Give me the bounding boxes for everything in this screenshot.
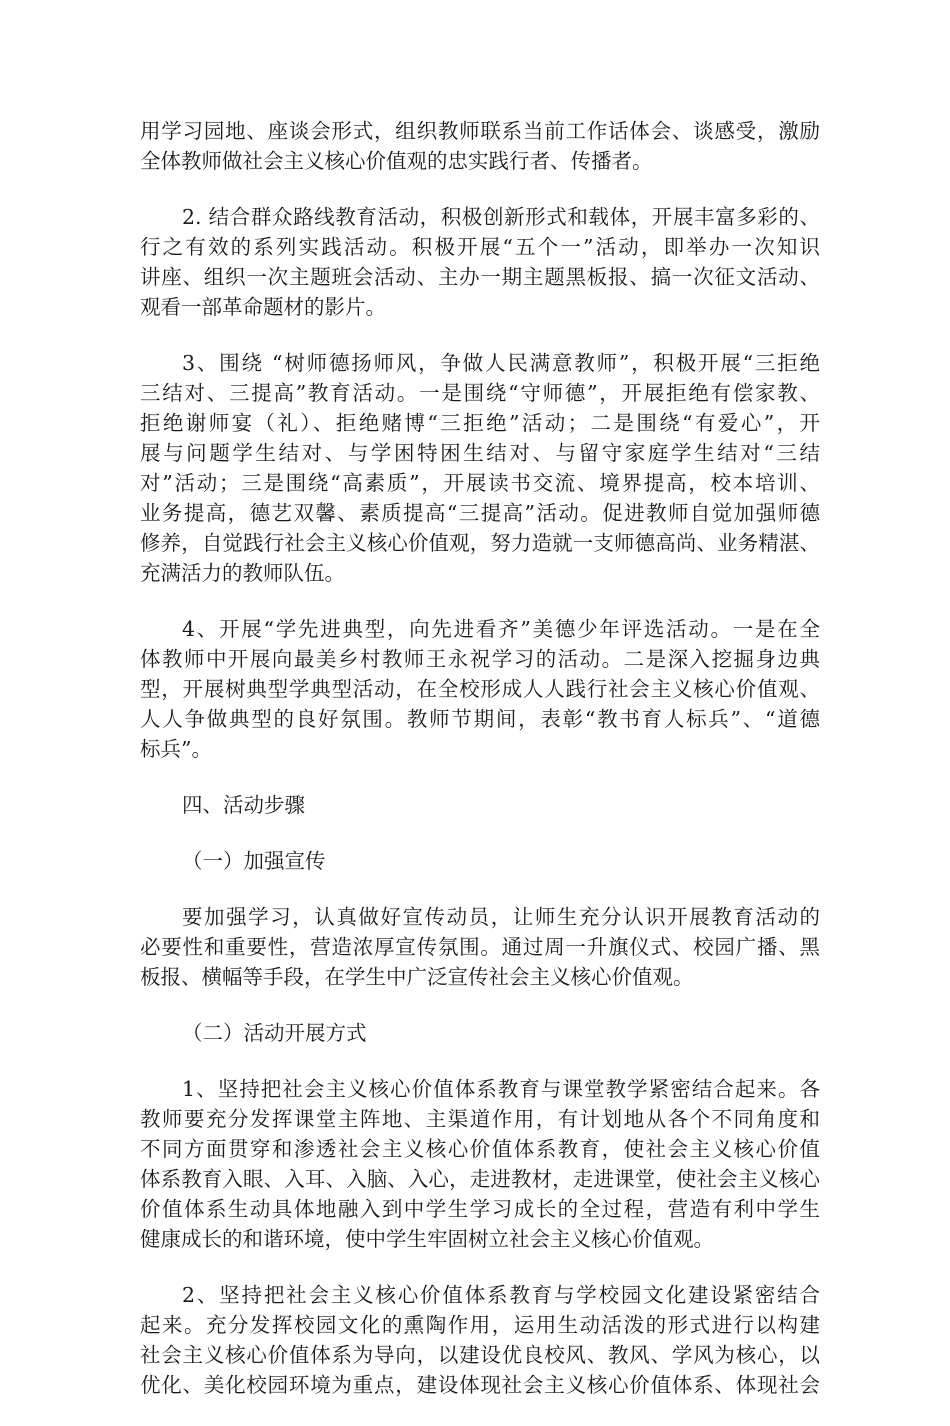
text-line: 人人争做典型的良好氛围。教师节期间，表彰“教书育人标兵”、“道德	[140, 707, 820, 731]
paragraph-item-2	[140, 202, 820, 322]
text-line: 行之有效的系列实践活动。积极开展“五个一”活动，即举办一次知识	[140, 235, 820, 259]
paragraph-method-1	[140, 1074, 820, 1254]
section-heading: 四、活动步骤	[182, 793, 305, 817]
text-line: 必要性和重要性，营造浓厚宣传氛围。通过周一升旗仪式、校园广播、黑	[140, 935, 820, 959]
text-line: 用学习园地、座谈会形式，组织教师联系当前工作话体会、谈感受，激励	[140, 119, 820, 143]
text-line: 4、开展“学先进典型，向先进看齐”美德少年评选活动。一是在全	[182, 617, 820, 641]
text-line: 体教师中开展向最美乡村教师王永祝学习的活动。二是深入挖掘身边典	[140, 647, 820, 671]
text-line: 教师要充分发挥课堂主阵地、主渠道作用，有计划地从各个不同角度和	[140, 1107, 820, 1131]
text-line: 修养，自觉践行社会主义核心价值观，努力造就一支师德高尚、业务精湛、	[140, 531, 820, 555]
text-line: 全体教师做社会主义核心价值观的忠实践行者、传播者。	[140, 149, 653, 173]
text-line: 2、坚持把社会主义核心价值体系教育与学校园文化建设紧密结合	[182, 1283, 820, 1307]
text-line: 对”活动；三是围绕“高素质”，开展读书交流、境界提高，校本培训、	[140, 471, 820, 495]
paragraph-publicity	[140, 902, 820, 992]
paragraph-method-2	[140, 1280, 820, 1400]
text-line: 体系教育入眼、入耳、入脑、入心，走进教材，走进课堂，使社会主义核心	[140, 1167, 820, 1191]
paragraph-continuation	[140, 116, 820, 176]
text-line: 不同方面贯穿和渗透社会主义核心价值体系教育，使社会主义核心价值	[140, 1137, 820, 1161]
text-line: 标兵”。	[140, 737, 212, 761]
text-line: 3、围绕 “树师德扬师风，争做人民满意教师”，积极开展“三拒绝	[182, 351, 820, 375]
text-line: 讲座、组织一次主题班会活动、主办一期主题黑板报、搞一次征文活动、	[140, 265, 820, 289]
text-line: 业务提高，德艺双馨、素质提高“三提高”活动。促进教师自觉加强师德	[140, 501, 820, 525]
text-line: 观看一部革命题材的影片。	[140, 295, 386, 319]
text-line: 型，开展树典型学典型活动，在全校形成人人践行社会主义核心价值观、	[140, 677, 820, 701]
text-line: 板报、横幅等手段，在学生中广泛宣传社会主义核心价值观。	[140, 965, 694, 989]
text-line: 拒绝谢师宴（礼）、拒绝赌博“三拒绝”活动；二是围绕“有爱心”，开	[140, 411, 820, 435]
text-line: 要加强学习，认真做好宣传动员，让师生充分认识开展教育活动的	[182, 905, 820, 929]
paragraph-item-3	[140, 348, 820, 588]
document-body	[140, 116, 820, 1426]
text-line: 1、坚持把社会主义核心价值体系教育与课堂教学紧密结合起来。各	[182, 1077, 820, 1101]
subsection-heading: （二）活动开展方式	[182, 1021, 367, 1045]
text-line: 充满活力的教师队伍。	[140, 561, 345, 585]
text-line: 价值体系生动具体地融入到中学生学习成长的全过程，营造有利中学生	[140, 1197, 820, 1221]
text-line: 健康成长的和谐环境，使中学生牢固树立社会主义核心价值观。	[140, 1227, 714, 1251]
text-line: 三结对、三提高”教育活动。一是围绕“守师德”，开展拒绝有偿家教、	[140, 381, 820, 405]
text-line: 2. 结合群众路线教育活动，积极创新形式和载体，开展丰富多彩的、	[182, 205, 820, 229]
subsection-heading: （一）加强宣传	[182, 849, 326, 873]
text-line: 展与问题学生结对、与学困特困生结对、与留守家庭学生结对“三结	[140, 441, 820, 465]
text-line: 社会主义核心价值体系为导向，以建设优良校风、教风、学风为核心，以	[140, 1343, 820, 1367]
text-line: 起来。充分发挥校园文化的熏陶作用，运用生动活泼的形式进行以构建	[140, 1313, 820, 1337]
paragraph-item-4	[140, 614, 820, 764]
text-line: 优化、美化校园环境为重点，建设体现社会主义核心价值体系、体现社会	[140, 1373, 820, 1397]
